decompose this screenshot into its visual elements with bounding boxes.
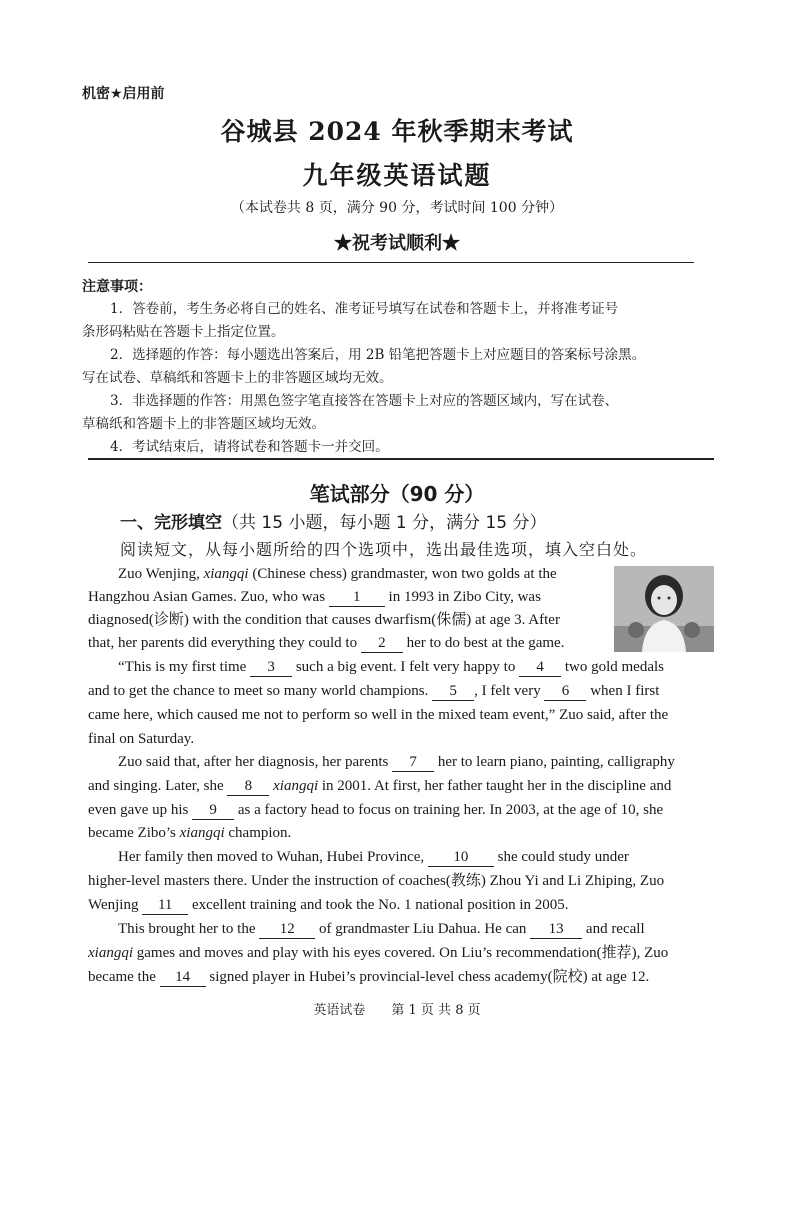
notice-item-4 xyxy=(82,436,718,459)
divider-bottom xyxy=(88,458,714,460)
blank-8[interactable]: 8 xyxy=(227,777,269,796)
passage-line: xiangqi games and moves and play with his eyes covered. On Liu’s recommendation(推荐), Zuo xyxy=(88,945,669,961)
notice-item-1 xyxy=(82,298,718,344)
blank-1[interactable]: 1 xyxy=(329,588,385,607)
section-title xyxy=(120,508,547,533)
notice-line: 2．选择题的作答：每小题选出答案后，用 2B 铅笔把答题卡上对应题目的答案标号涂黑。 xyxy=(110,347,646,363)
notice-line: 3．非选择题的作答：用黑色签字笔直接答在答题卡上对应的答题区域内，写在试卷、 xyxy=(110,393,619,409)
passage-line: Wenjing 11 excellent training and took the No. 1 national position in 2005. xyxy=(88,897,569,913)
section-name: 一、完形填空 xyxy=(120,513,222,533)
notice-line: 4．考试结束后，请将试卷和答题卡一并交回。 xyxy=(110,439,389,455)
blank-12[interactable]: 12 xyxy=(259,920,315,939)
passage-line: and to get the chance to meet so many world champions. 5 , I felt very 6 when I first xyxy=(88,683,660,699)
section-detail: （共 15 小题，每小题 1 分，满分 15 分） xyxy=(222,513,547,533)
passage-line: “This is my first time 3 such a big event. I felt very happy to 4 two gold medals xyxy=(118,659,664,675)
passage-line: Her family then moved to Wuhan, Hubei Province, 10 she could study under xyxy=(118,849,629,865)
passage-line: diagnosed(诊断) with the condition that causes dwarfism(侏儒) at age 3. After xyxy=(88,612,560,628)
blank-5[interactable]: 5 xyxy=(432,682,474,701)
part-title: 笔试部分（90 分） xyxy=(309,482,485,506)
good-luck-banner: ★祝考试顺利★ xyxy=(334,233,460,254)
notice-line: 写在试卷、草稿纸和答题卡上的非答题区域均无效。 xyxy=(82,369,393,386)
exam-subtitle: 九年级英语试题 xyxy=(302,161,492,190)
divider-top xyxy=(88,262,694,263)
passage-line: Hangzhou Asian Games. Zuo, who was 1 in 1993 in Zibo City, was xyxy=(88,589,541,605)
passage-line: higher-level masters there. Under the instruction of coaches(教练) Zhou Yi and Li Zhiping, Zuo xyxy=(88,873,665,889)
page-footer: 英语试卷 第 1 页 共 8 页 xyxy=(313,1003,481,1018)
blank-6[interactable]: 6 xyxy=(544,682,586,701)
notice-item-3 xyxy=(82,390,718,436)
player-photo xyxy=(614,566,714,652)
passage-line: Zuo Wenjing, xiangqi (Chinese chess) grandmaster, won two golds at the xyxy=(118,566,557,582)
blank-7[interactable]: 7 xyxy=(392,753,434,772)
blank-3[interactable]: 3 xyxy=(250,658,292,677)
passage-line: This brought her to the 12 of grandmaster Liu Dahua. He can 13 and recall xyxy=(118,921,645,937)
instruction: 阅读短文，从每小题所给的四个选项中，选出最佳选项，填入空白处。 xyxy=(120,540,648,559)
blank-10[interactable]: 10 xyxy=(428,848,494,867)
exam-title: 谷城县 2024 年秋季期末考试 xyxy=(220,117,574,146)
passage-line: Zuo said that, after her diagnosis, her parents 7 her to learn piano, painting, calligraphy xyxy=(118,754,675,770)
exam-info: （本试卷共 8 页，满分 90 分，考试时间 100 分钟） xyxy=(230,200,564,216)
passage-line: that, her parents did everything they could to 2 her to do best at the game. xyxy=(88,635,565,651)
blank-13[interactable]: 13 xyxy=(530,920,582,939)
notice-title: 注意事项： xyxy=(82,279,152,295)
blank-11[interactable]: 11 xyxy=(142,896,188,915)
passage-line: even gave up his 9 as a factory head to focus on training her. In 2003, at the age of 10, she xyxy=(88,802,664,818)
passage-line: and singing. Later, she 8 xiangqi in 2001. At first, her father taught her in the discipline and xyxy=(88,778,672,794)
notice-line: 条形码粘贴在答题卡上指定位置。 xyxy=(82,323,285,340)
blank-4[interactable]: 4 xyxy=(519,658,561,677)
notice-line: 1．答卷前，考生务必将自己的姓名、准考证号填写在试卷和答题卡上，并将准考证号 xyxy=(110,301,619,317)
notice-item-2 xyxy=(82,344,718,390)
blank-2[interactable]: 2 xyxy=(361,634,403,653)
passage-line: final on Saturday. xyxy=(88,731,195,747)
blank-14[interactable]: 14 xyxy=(160,968,206,987)
confidential-mark: 机密★启用前 xyxy=(82,86,165,102)
passage-line: became Zibo’s xiangqi champion. xyxy=(88,825,292,841)
notice-line: 草稿纸和答题卡上的非答题区域均无效。 xyxy=(82,415,325,432)
blank-9[interactable]: 9 xyxy=(192,801,234,820)
passage-line: came here, which caused me not to perform so well in the mixed team event,” Zuo said, after the xyxy=(88,707,669,723)
passage-line: became the 14 signed player in Hubei’s provincial-level chess academy(院校) at age 12. xyxy=(88,969,650,985)
